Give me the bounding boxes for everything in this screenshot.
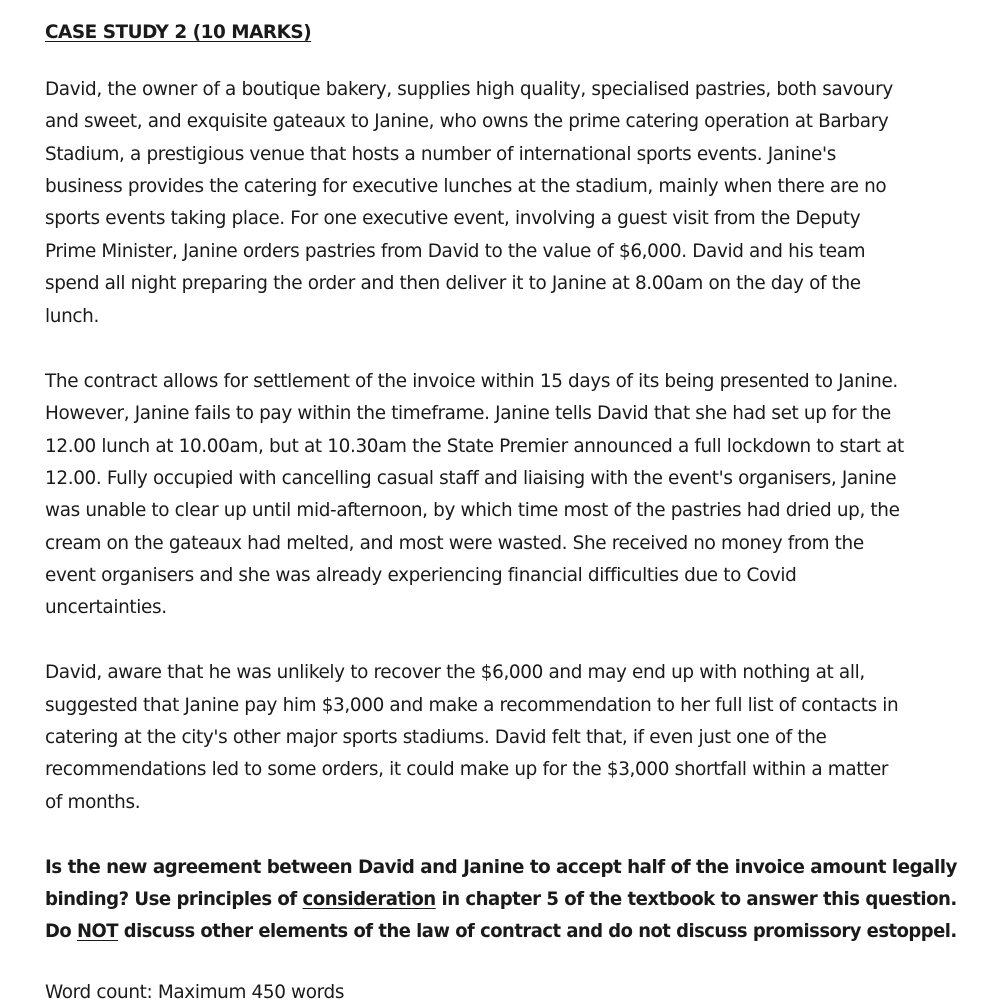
paragraph-line: business provides the catering for executive lunches at the stadium, mainly when there are no bbox=[45, 176, 887, 197]
paragraph-line: The contract allows for settlement of the invoice within 15 days of its being presented to Janine. bbox=[45, 371, 898, 392]
question-text: binding? Use principles of bbox=[45, 889, 303, 910]
paragraph-line: Stadium, a prestigious venue that hosts a number of international sports events. Janine's bbox=[45, 144, 836, 165]
paragraph-line: David, aware that he was unlikely to recover the $6,000 and may end up with nothing at all, bbox=[45, 662, 865, 683]
paragraph-line: cream on the gateaux had melted, and most were wasted. She received no money from the bbox=[45, 533, 864, 554]
question-line: Is the new agreement between David and Janine to accept half of the invoice amount legally bbox=[45, 857, 957, 878]
question-text: in chapter 5 of the textbook to answer this question. bbox=[435, 889, 957, 910]
underlined-term-consideration: consideration bbox=[302, 889, 436, 910]
question-line bbox=[45, 920, 957, 944]
paragraph-line: spend all night preparing the order and then deliver it to Janine at 8.00am on the day of the bbox=[45, 273, 861, 294]
paragraph-line: uncertainties. bbox=[45, 597, 167, 618]
paragraph-line: was unable to clear up until mid-afternoon, by which time most of the pastries had dried up, the bbox=[45, 500, 900, 521]
paragraph-line: suggested that Janine pay him $3,000 and make a recommendation to her full list of contacts in bbox=[45, 695, 899, 716]
paragraph-line: catering at the city's other major sports stadiums. David felt that, if even just one of the bbox=[45, 727, 827, 748]
paragraph-line: event organisers and she was already experiencing financial difficulties due to Covid bbox=[45, 565, 797, 586]
question-text: discuss other elements of the law of contract and do not discuss promissory estoppel. bbox=[117, 921, 957, 942]
underlined-term-not: NOT bbox=[76, 921, 118, 942]
case-study-title: CASE STUDY 2 (10 MARKS) bbox=[45, 22, 312, 43]
paragraph-line: sports events taking place. For one executive event, involving a guest visit from the Deputy bbox=[45, 208, 861, 229]
question-text: Do bbox=[45, 921, 77, 942]
paragraph-line: recommendations led to some orders, it could make up for the $3,000 shortfall within a matter bbox=[45, 759, 889, 780]
paragraph-line: lunch. bbox=[45, 306, 99, 327]
paragraph-line: However, Janine fails to pay within the timeframe. Janine tells David that she had set up for the bbox=[45, 403, 891, 424]
word-count-note: Word count: Maximum 450 words bbox=[45, 982, 345, 1003]
paragraph-line: Prime Minister, Janine orders pastries from David to the value of $6,000. David and his team bbox=[45, 241, 866, 262]
paragraph-line: 12.00 lunch at 10.00am, but at 10.30am the State Premier announced a full lockdown to start at bbox=[45, 436, 904, 457]
question-line bbox=[45, 888, 957, 912]
paragraph-line: 12.00. Fully occupied with cancelling casual staff and liaising with the event's organisers, Janine bbox=[45, 468, 897, 489]
paragraph-line: of months. bbox=[45, 792, 141, 813]
paragraph-line: David, the owner of a boutique bakery, supplies high quality, specialised pastries, both savoury bbox=[45, 79, 893, 100]
paragraph-line: and sweet, and exquisite gateaux to Janine, who owns the prime catering operation at Barbary bbox=[45, 111, 889, 132]
